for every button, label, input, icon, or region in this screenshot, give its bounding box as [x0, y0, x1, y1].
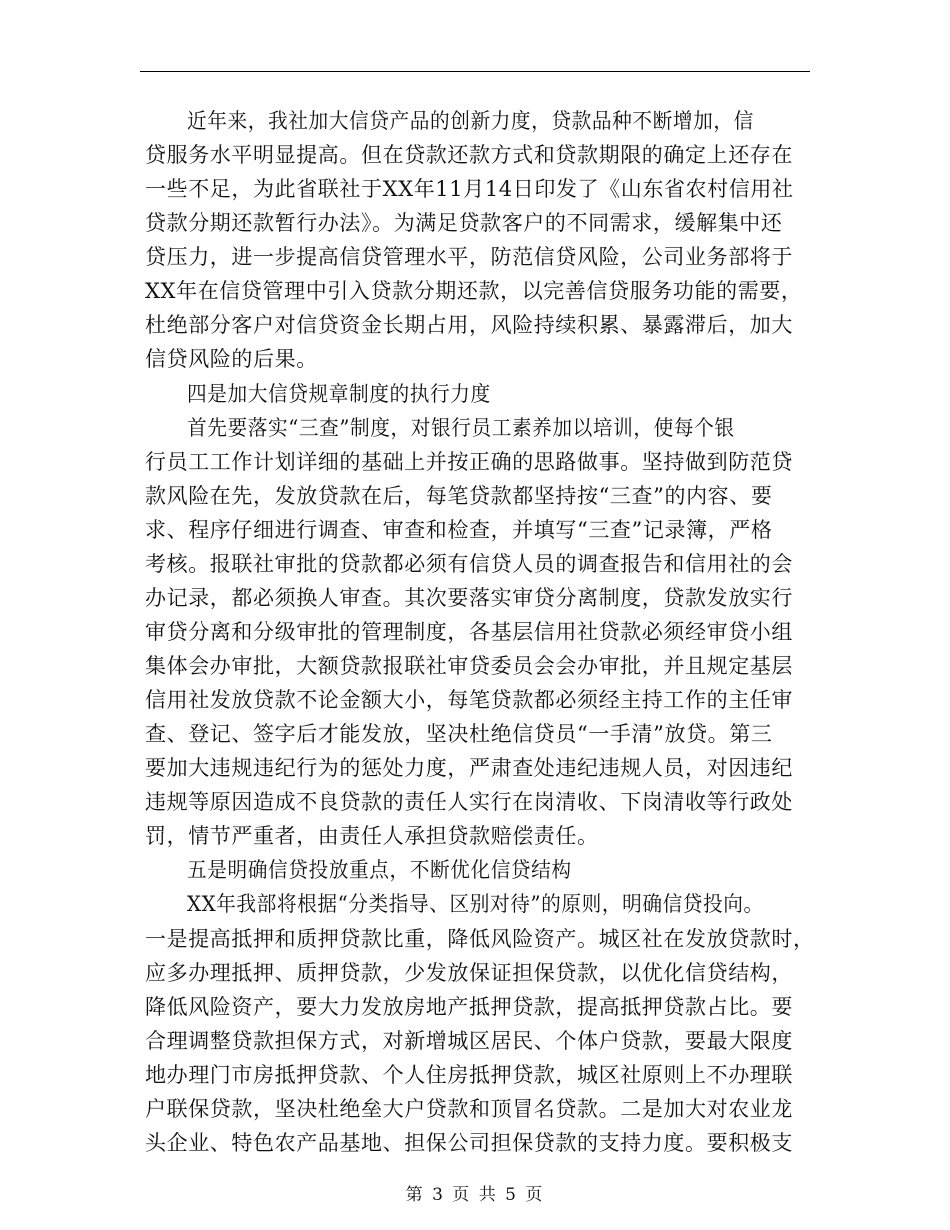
text-line: 贷压力，进一步提高信贷管理水平，防范信贷风险，公司业务部将于 — [145, 245, 793, 270]
text-line: 户联保贷款，坚决杜绝垒大户贷款和顶冒名贷款。二是加大对农业龙 — [145, 1096, 793, 1121]
text-line: 罚，情节严重者，由责任人承担贷款赔偿责任。 — [145, 824, 599, 849]
text-line: 应多办理抵押、质押贷款，少发放保证担保贷款，以优化信贷结构， — [145, 960, 793, 985]
header-rule — [140, 71, 810, 72]
text-line: XX年在信贷管理中引入贷款分期还款，以完善信贷服务功能的需要， — [145, 279, 803, 304]
text-line: 近年来，我社加大信贷产品的创新力度，贷款品种不断增加，信 — [187, 109, 754, 133]
section-heading: 五是明确信贷投放重点，不断优化信贷结构 — [187, 858, 572, 883]
text-line: 求、程序仔细进行调查、审查和检查，并填写“三查”记录簿，严格 — [145, 517, 773, 542]
text-line: 要加大违规违纪行为的惩处力度，严肃查处违纪违规人员，对因违纪 — [145, 756, 793, 781]
text-line: 信贷风险的后果。 — [145, 347, 318, 372]
text-line: 行员工工作计划详细的基础上并按正确的思路做事。坚持做到防范贷 — [145, 449, 793, 474]
text-line: 一些不足，为此省联社于XX年11月14日印发了《山东省农村信用社 — [145, 177, 794, 202]
text-line: XX年我部将根据“分类指导、区别对待”的原则，明确信贷投向。 — [187, 892, 764, 917]
text-line: 违规等原因造成不良贷款的责任人实行在岗清收、下岗清收等行政处 — [145, 790, 793, 815]
text-line: 查、登记、签字后才能发放，坚决杜绝信贷员“一手清”放贷。第三 — [145, 722, 773, 747]
text-line: 降低风险资产，要大力发放房地产抵押贷款，提高抵押贷款占比。要 — [145, 994, 793, 1019]
page-number: 第 3 页 共 5 页 — [405, 1185, 545, 1205]
text-line: 信用社发放贷款不论金额大小，每笔贷款都必须经主持工作的主任审 — [145, 688, 793, 713]
text-line: 杜绝部分客户对信贷资金长期占用，风险持续积累、暴露滞后，加大 — [145, 313, 793, 338]
text-line: 办记录，都必须换人审查。其次要落实审贷分离制度，贷款发放实行 — [145, 585, 793, 610]
text-line: 贷服务水平明显提高。但在贷款还款方式和贷款期限的确定上还存在 — [145, 143, 793, 168]
text-line: 集体会办审批，大额贷款报联社审贷委员会会办审批，并且规定基层 — [145, 654, 793, 679]
text-line: 贷款分期还款暂行办法》。为满足贷款客户的不同需求，缓解集中还 — [145, 211, 783, 236]
text-line: 审贷分离和分级审批的管理制度，各基层信用社贷款必须经审贷小组 — [145, 619, 793, 644]
text-line: 首先要落实“三查”制度，对银行员工素养加以培训，使每个银 — [187, 415, 735, 440]
section-heading: 四是加大信贷规章制度的执行力度 — [187, 381, 491, 406]
text-line: 一是提高抵押和质押贷款比重，降低风险资产。城区社在发放贷款时， — [145, 926, 815, 951]
text-line: 地办理门市房抵押贷款、个人住房抵押贷款，城区社原则上不办理联 — [145, 1062, 793, 1087]
text-line: 款风险在先，发放贷款在后，每笔贷款都坚持按“三查”的内容、要 — [145, 483, 773, 508]
text-line: 头企业、特色农产品基地、担保公司担保贷款的支持力度。要积极支 — [145, 1130, 793, 1155]
text-line: 合理调整贷款担保方式，对新增城区居民、个体户贷款，要最大限度 — [145, 1028, 793, 1053]
text-line: 考核。报联社审批的贷款都必须有信贷人员的调查报告和信用社的会 — [145, 551, 793, 576]
